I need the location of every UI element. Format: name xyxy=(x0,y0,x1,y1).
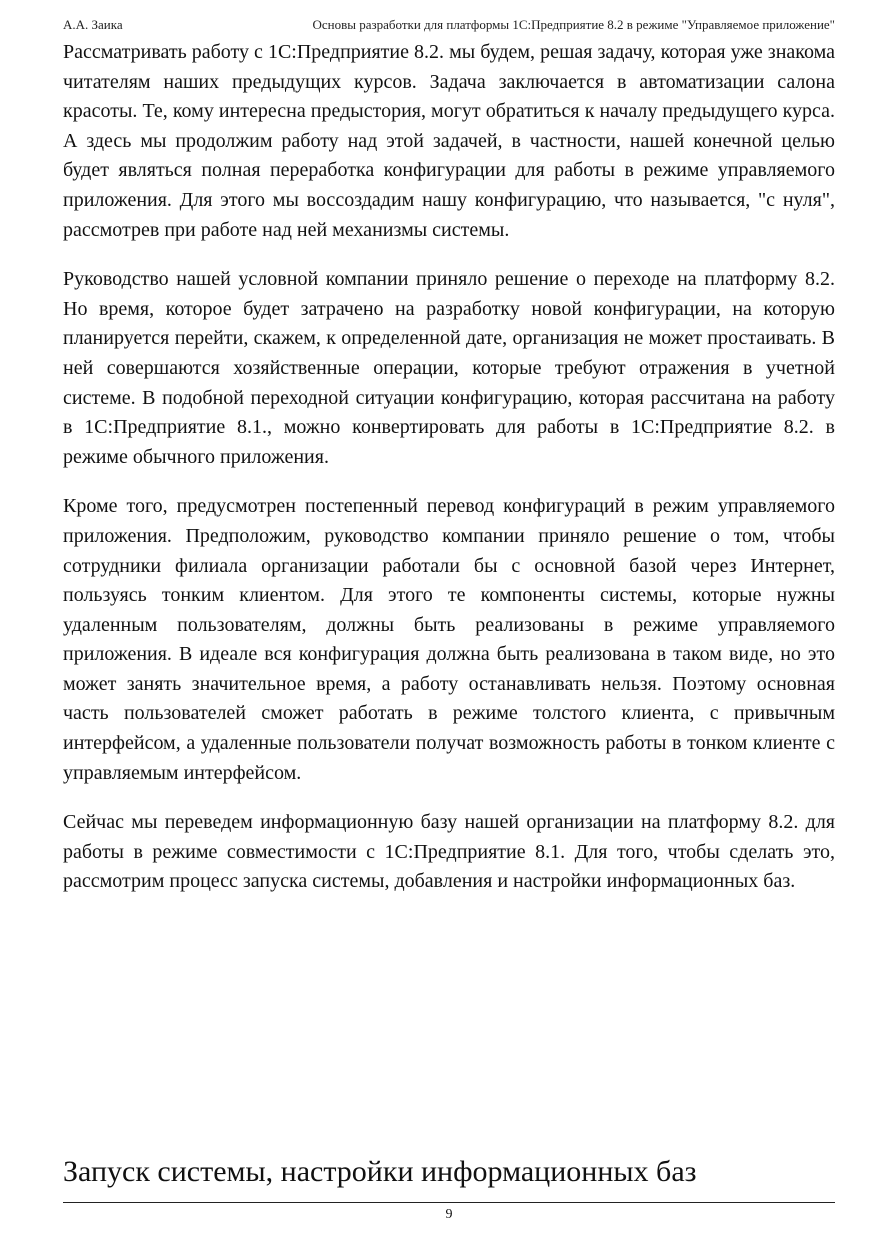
body-text xyxy=(63,38,835,917)
section-heading: Запуск системы, настройки информационных баз xyxy=(63,1155,697,1188)
header-author: А.А. Заика xyxy=(63,17,123,32)
paragraph-4: Сейчас мы переведем информационную базу нашей организации на платформу 8.2. для работы в режиме совместимости с 1С:Предприятие 8.1. Для того, чтобы сделать это, рассмотрим процесс запуска системы, добавления и настройки информационных баз. xyxy=(63,811,835,893)
footer-divider xyxy=(63,1202,835,1203)
paragraph-2: Руководство нашей условной компании приняло решение о переходе на платформу 8.2. Но время, которое будет затрачено на разработку новой конфигурации, на которую планируется перейти, скажем, к определенной дате, организация не может простаивать. В ней совершаются хозяйственные операции, которые требуют отражения в учетной системе. В подобной переходной ситуации конфигурацию, которая рассчитана на работу в 1С:Предприятие 8.1., можно конвертировать для работы в 1С:Предприятие 8.2. в режиме обычного приложения. xyxy=(63,268,835,468)
page-number: 9 xyxy=(445,1207,453,1222)
paragraph-1: Рассматривать работу с 1С:Предприятие 8.2. мы будем, решая задачу, которая уже знакома читателям наших предыдущих курсов. Задача заключается в автоматизации салона красоты. Те, кому интересна предыстория, могут обратиться к началу предыдущего курса. А здесь мы продолжим работу над этой задачей, в частности, нашей конечной целью будет являться полная переработка конфигурации для работы в режиме управляемого приложения. Для этого мы воссоздадим нашу конфигурацию, что называется, "с нуля", рассмотрев при работе над ней механизмы системы. xyxy=(63,41,835,241)
running-header xyxy=(63,16,835,34)
header-book-title: Основы разработки для платформы 1С:Предприятие 8.2 в режиме "Управляемое приложение" xyxy=(312,17,835,32)
paragraph-3: Кроме того, предусмотрен постепенный перевод конфигураций в режим управляемого приложения. Предположим, руководство компании приняло решение о том, чтобы сотрудники филиала организации работали бы с основной базой через Интернет, пользуясь тонким клиентом. Для этого те компоненты системы, которые нужны удаленным пользователям, должны быть реализованы в режиме управляемого приложения. В идеале вся конфигурация должна быть реализована в таком виде, но это может занять значительное время, а работу останавливать нельзя. Поэтому основная часть пользователей сможет работать в режиме толстого клиента, с привычным интерфейсом, а удаленные пользователи получат возможность работы в тонком клиенте с управляемым интерфейсом. xyxy=(63,495,835,784)
document-page xyxy=(63,0,835,1241)
